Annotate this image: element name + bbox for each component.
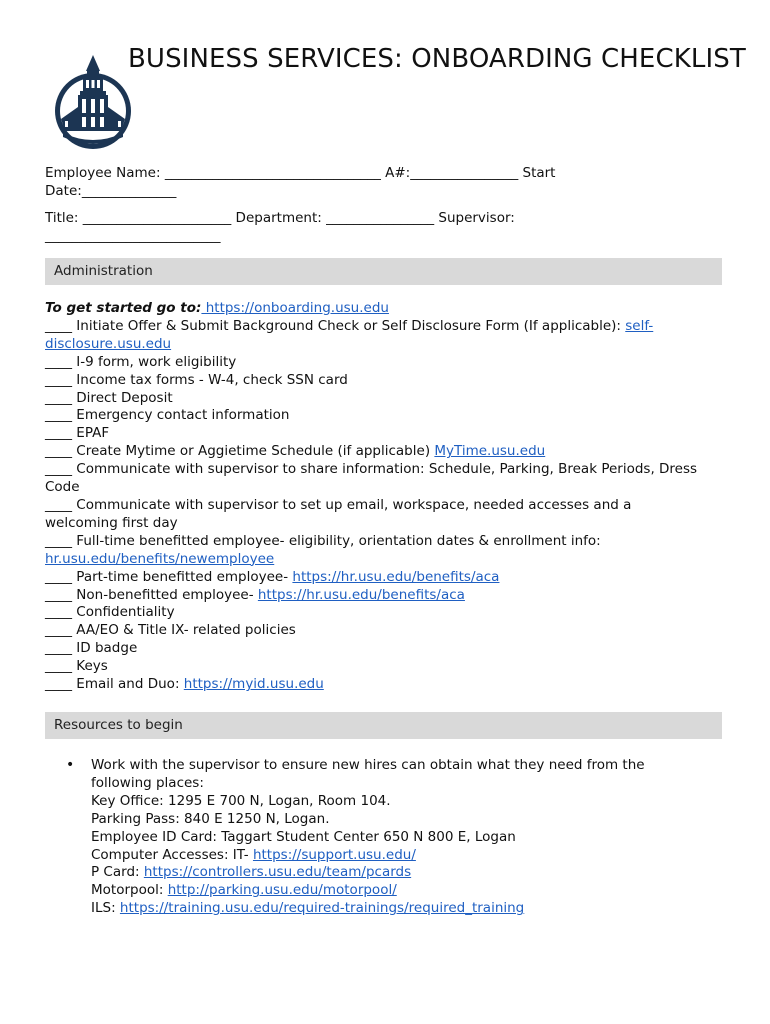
- motorpool-link[interactable]: http://parking.usu.edu/motorpool/: [167, 882, 397, 899]
- checklist-item-tax: ____ Income tax forms - W-4, check SSN card: [45, 371, 348, 388]
- mytime-link[interactable]: MyTime.usu.edu: [434, 443, 546, 460]
- employee-name-line: Employee Name: ________________________________ A#:________________ Start: [45, 165, 556, 181]
- mytime-text: ____ Create Mytime or Aggietime Schedule (if applicable): [45, 443, 435, 460]
- ils-line: [91, 900, 706, 918]
- computer-access-label: Computer Accesses: IT-: [91, 846, 253, 863]
- checklist-item-fulltime: ____ Full-time benefitted employee- eligibility, orientation dates & enrollment info:: [45, 532, 601, 549]
- title-department-line: Title: ______________________ Department: ________________ Supervisor:: [45, 210, 515, 226]
- title-department-fields: [45, 209, 515, 245]
- parking-pass-line: Parking Pass: 840 E 1250 N, Logan.: [91, 810, 330, 827]
- usu-old-main-logo: [53, 49, 133, 153]
- offer-text: ____ Initiate Offer & Submit Background Check or Self Disclosure Form (If applicable):: [45, 317, 626, 334]
- newemployee-link[interactable]: hr.usu.edu/benefits/newemployee: [45, 550, 275, 567]
- checklist-item-share-cont: Code: [45, 479, 80, 496]
- supervisor-line: __________________________: [45, 228, 221, 244]
- section-header-resources: Resources to begin: [45, 712, 722, 739]
- resources-list: [66, 757, 706, 918]
- motorpool-label: Motorpool:: [91, 882, 168, 899]
- start-date-line: Date:______________: [45, 183, 177, 199]
- parttime-aca-link[interactable]: https://hr.usu.edu/benefits/aca: [292, 568, 500, 585]
- checklist-item-email-duo: [45, 676, 735, 694]
- myid-link[interactable]: https://myid.usu.edu: [183, 676, 324, 693]
- checklist-item-share: ____ Communicate with supervisor to share information: Schedule, Parking, Break Periods, Dress: [45, 461, 698, 478]
- parttime-text: ____ Part-time benefitted employee-: [45, 568, 293, 585]
- section-header-administration: Administration: [45, 258, 722, 285]
- pcard-label: P Card:: [91, 864, 144, 881]
- nonbenefitted-aca-link[interactable]: https://hr.usu.edu/benefits/aca: [257, 586, 465, 603]
- self-disclosure-link-part2[interactable]: disclosure.usu.edu: [45, 335, 172, 352]
- checklist-item-confidentiality: ____ Confidentiality: [45, 604, 175, 621]
- checklist-item-setup: ____ Communicate with supervisor to set up email, workspace, needed accesses and a: [45, 496, 632, 513]
- employee-info-fields: [45, 164, 555, 200]
- onboarding-link[interactable]: https://onboarding.usu.edu: [201, 300, 389, 316]
- resources-intro-line1: Work with the supervisor to ensure new hires can obtain what they need from the: [91, 757, 645, 773]
- ils-label: ILS:: [91, 900, 120, 917]
- checklist-item-keys: ____ Keys: [45, 658, 108, 675]
- administration-checklist: [45, 300, 735, 694]
- checklist-item-fulltime-cont: [45, 551, 735, 569]
- motorpool-line: [91, 882, 706, 900]
- checklist-item-parttime: [45, 569, 735, 587]
- checklist-item-nonbenefitted: [45, 587, 735, 605]
- checklist-item-epaf: ____ EPAF: [45, 425, 110, 442]
- checklist-item-emergency: ____ Emergency contact information: [45, 407, 290, 424]
- checklist-item-offer-cont: [45, 336, 735, 354]
- key-office-line: Key Office: 1295 E 700 N, Logan, Room 104.: [91, 792, 391, 809]
- checklist-item-aaeo: ____ AA/EO & Title IX- related policies: [45, 622, 296, 639]
- checklist-item-id-badge: ____ ID badge: [45, 640, 138, 657]
- computer-access-line: [91, 847, 706, 865]
- intro-line: [45, 300, 735, 318]
- email-duo-text: ____ Email and Duo:: [45, 676, 184, 693]
- checklist-item-offer: [45, 318, 735, 336]
- support-link[interactable]: https://support.usu.edu/: [252, 846, 416, 863]
- resources-intro-line2: following places:: [91, 774, 204, 791]
- pcards-link[interactable]: https://controllers.usu.edu/team/pcards: [143, 864, 412, 881]
- self-disclosure-link-part1[interactable]: self-: [625, 317, 654, 334]
- page-title: BUSINESS SERVICES: ONBOARDING CHECKLIST: [128, 44, 746, 74]
- checklist-item-i9: ____ I-9 form, work eligibility: [45, 353, 237, 370]
- ils-training-link[interactable]: https://training.usu.edu/required-trainings/required_training: [119, 900, 525, 917]
- checklist-item-mytime: [45, 443, 735, 461]
- nonbenefitted-text: ____ Non-benefitted employee-: [45, 586, 258, 603]
- id-card-line: Employee ID Card: Taggart Student Center 650 N 800 E, Logan: [91, 828, 516, 845]
- checklist-item-deposit: ____ Direct Deposit: [45, 389, 173, 406]
- resources-list-item: [91, 757, 706, 918]
- checklist-item-setup-cont: welcoming first day: [45, 514, 178, 531]
- intro-label: To get started go to:: [45, 300, 202, 316]
- bullet-icon: •: [66, 757, 75, 773]
- pcard-line: [91, 864, 706, 882]
